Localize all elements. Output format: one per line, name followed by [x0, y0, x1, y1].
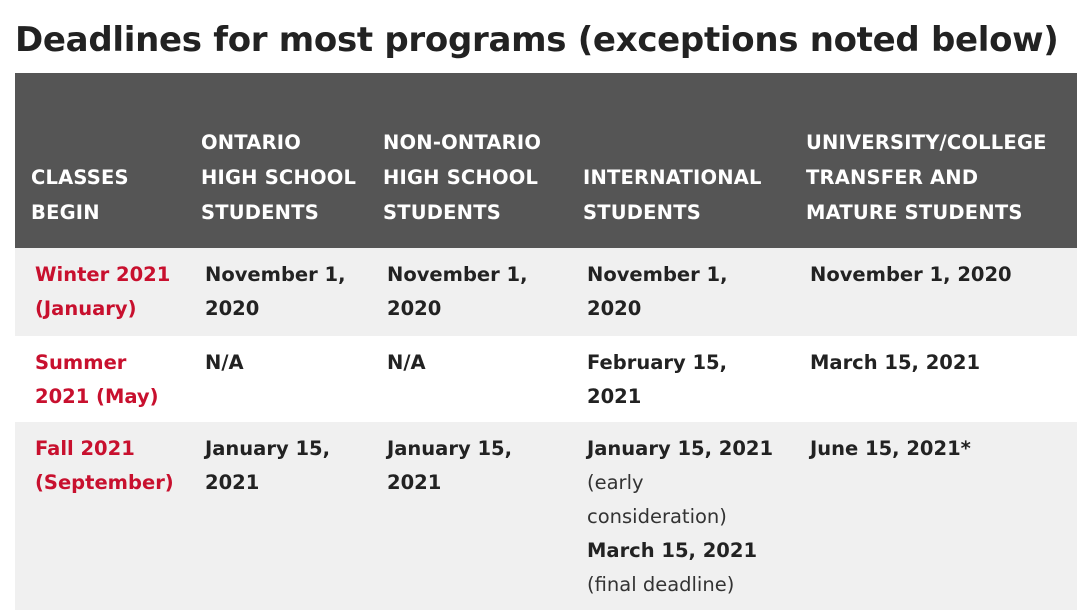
ontario-cell: November 1, 2020: [205, 263, 346, 320]
term-cell: Fall 2021 (September): [35, 437, 174, 494]
early-deadline: January 15, 2021: [587, 437, 774, 460]
table-row: [15, 336, 1077, 422]
page-title: Deadlines for most programs (exceptions noted below): [15, 20, 1059, 60]
international-cell: November 1, 2020: [587, 263, 728, 320]
non-ontario-cell: November 1, 2020: [387, 263, 528, 320]
transfer-cell: November 1, 2020: [810, 263, 1012, 286]
header-transfer-mature: UNIVERSITY/COLLEGE TRANSFER AND MATURE STUDENTS: [806, 131, 1047, 224]
table-body: [15, 248, 1077, 610]
deadlines-table: [15, 73, 1077, 610]
term-cell: Winter 2021 (January): [35, 263, 171, 320]
ontario-cell: January 15, 2021: [205, 437, 330, 494]
international-cell: [567, 422, 790, 610]
early-deadline-note: (early consideration): [587, 471, 727, 528]
final-deadline: March 15, 2021: [587, 539, 758, 562]
final-deadline-note: (final deadline): [587, 573, 735, 596]
non-ontario-cell: January 15, 2021: [387, 437, 512, 494]
transfer-cell: June 15, 2021*: [810, 437, 971, 460]
table-header: [15, 73, 1077, 248]
table-row: [15, 422, 1077, 610]
international-cell: February 15, 2021: [587, 351, 728, 408]
header-classes-begin: CLASSES BEGIN: [31, 166, 129, 224]
term-cell: Summer 2021 (May): [35, 351, 159, 408]
transfer-cell: March 15, 2021: [810, 351, 981, 374]
header-international: INTERNATIONAL STUDENTS: [583, 166, 762, 224]
header-ontario-high-school: ONTARIO HIGH SCHOOL STUDENTS: [201, 131, 357, 224]
header-row: [15, 73, 1077, 248]
ontario-cell: N/A: [205, 351, 244, 374]
table-row: [15, 248, 1077, 336]
non-ontario-cell: N/A: [387, 351, 426, 374]
header-non-ontario-high-school: NON-ONTARIO HIGH SCHOOL STUDENTS: [383, 131, 542, 224]
